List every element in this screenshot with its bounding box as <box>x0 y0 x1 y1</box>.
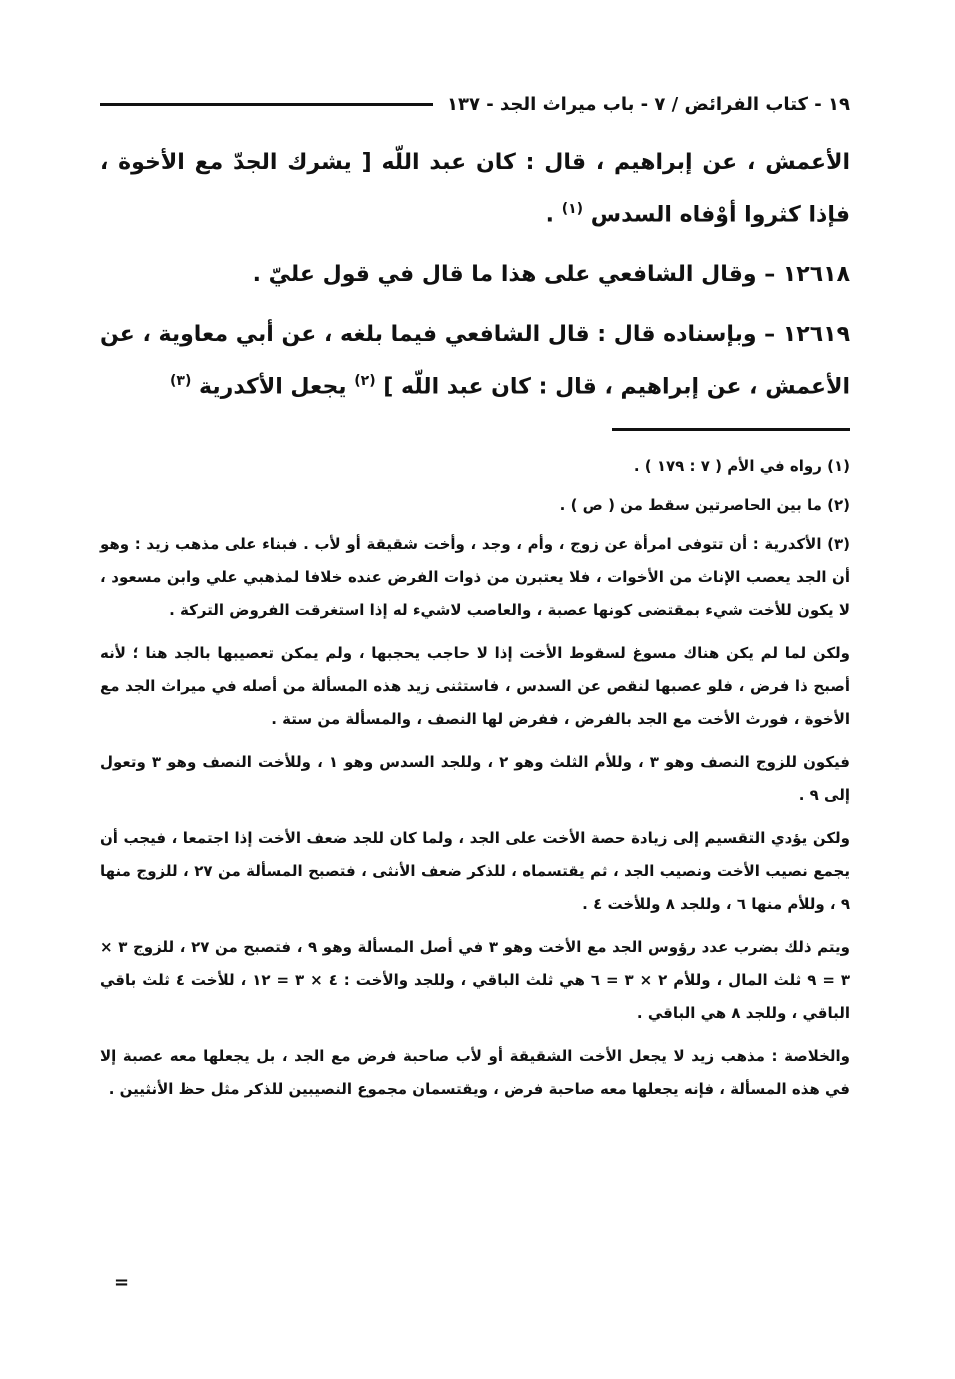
running-title: ١٩ - كتاب الفرائض / ٧ - باب ميراث الجد - ١٣٧ <box>447 93 850 115</box>
footnote-3-para-6: والخلاصة : مذهب زيد لا يجعل الأخت الشقيقة أو لأب صاحبة فرض مع الجد ، بل يجعلها معه عصبة إلا في هذه المسألة ، فإنه يجعلها معه صاحبة فرض ، ويقتسمان مجموع النصيبين للذكر مثل حظ الأنثيين . <box>100 1047 850 1098</box>
paragraph-text: ١٢٦١٩ – وبإسناده قال : قال الشافعي فيما بلغه ، عن أبي معاوية ، عن الأعمش ، عن إبراهيم ، قال : كان عبد اللّه ] <box>100 322 850 400</box>
paragraph-continuation <box>100 140 850 238</box>
footnote-3-para-5: ويتم ذلك بضرب عدد رؤوس الجد مع الأخت وهو ٣ في أصل المسألة وهو ٩ ، فتصبح من ٢٧ ، للزوج ٣ × ٣ = ٩ ثلث المال ، وللأم ٢ × ٣ = ٦ هي ثلث الباقي ، وللجد والأخت : ٤ × ٣ = ١٢ ، للأخت ٤ ثلث باقي الباقي ، وللجد ٨ هي الباقي . <box>100 938 851 1022</box>
footnote-ref: (٣) <box>170 373 192 390</box>
paragraph-12619 <box>100 312 850 410</box>
footnotes <box>100 450 850 1116</box>
footnote-3-para-2: ولكن لما لم يكن هناك مسوغ لسقوط الأخت إذا لا حاجب يحجبها ، ولم يمكن تعصيبها بالجد هنا ؛ لأنه أصبح ذا فرض ، فلو عصبها لنقص عن السدس ، فاستثنى زيد هذه المسألة من أصله في ميراث الجد مع الأخوة ، فورث الأخت مع الجد بالفرض ، ففرض لها النصف ، والمسألة من ستة . <box>100 644 850 728</box>
page-header <box>100 88 850 120</box>
footnote-1: (١) رواه في الأم ( ٧ : ١٧٩ ) . <box>633 457 850 475</box>
footnote-3-para-3: فيكون للزوج النصف وهو ٣ ، وللأم الثلث وهو ٢ ، وللجد السدس وهو ١ ، وللأخت النصف وهو ٣ وتعول إلى ٩ . <box>100 753 850 804</box>
continuation-mark: = <box>114 1272 130 1293</box>
footnote-separator <box>612 428 850 431</box>
footnote-ref: (٢) <box>354 373 376 390</box>
paragraph-text-end: يجعل الأكدرية <box>199 374 355 400</box>
paragraph-end: . <box>545 202 562 228</box>
header-rule <box>100 103 433 106</box>
paragraph-text: الأعمش ، عن إبراهيم ، قال : كان عبد اللّه [ يشرك الجدّ مع الأخوة ، فإذا كثروا أوْفاه السدس <box>100 150 850 228</box>
footnote-3: (٣) الأكدرية : أن تتوفى امرأة عن زوج ، وأم ، وجد ، وأخت شقيقة أو لأب . فبناء على مذهب زيد : وهو أن الجد يعصب الإناث من الأخوات ، فلا يعتبرن من ذوات الفرض عنده خلافا لمذهبي علي وابن مسعود ، لا يكون للأخت شيء بمقتضى كونها عصبة ، والعاصب لاشيء له إذا استغرقت الفروض التركة . <box>100 535 850 619</box>
footnote-ref: (١) <box>561 201 584 217</box>
paragraph-12618: ١٢٦١٨ – وقال الشافعي على هذا ما قال في قول عليّ . <box>252 262 850 288</box>
footnote-2: (٢) ما بين الحاصرتين سقط من ( ص ) . <box>559 496 850 514</box>
main-text <box>100 140 850 425</box>
footnote-3-para-4: ولكن يؤدي التقسيم إلى زيادة حصة الأخت على الجد ، ولما كان للجد ضعف الأخت إذا اجتمعا ، فيجب أن يجمع نصيب الأخت ونصيب الجد ، ثم يقتسماه ، للذكر ضعف الأنثى ، فتصبح المسألة من ٢٧ ، للزوج منها ٩ ، وللأم منها ٦ ، وللجد ٨ وللأخت ٤ . <box>100 829 850 913</box>
